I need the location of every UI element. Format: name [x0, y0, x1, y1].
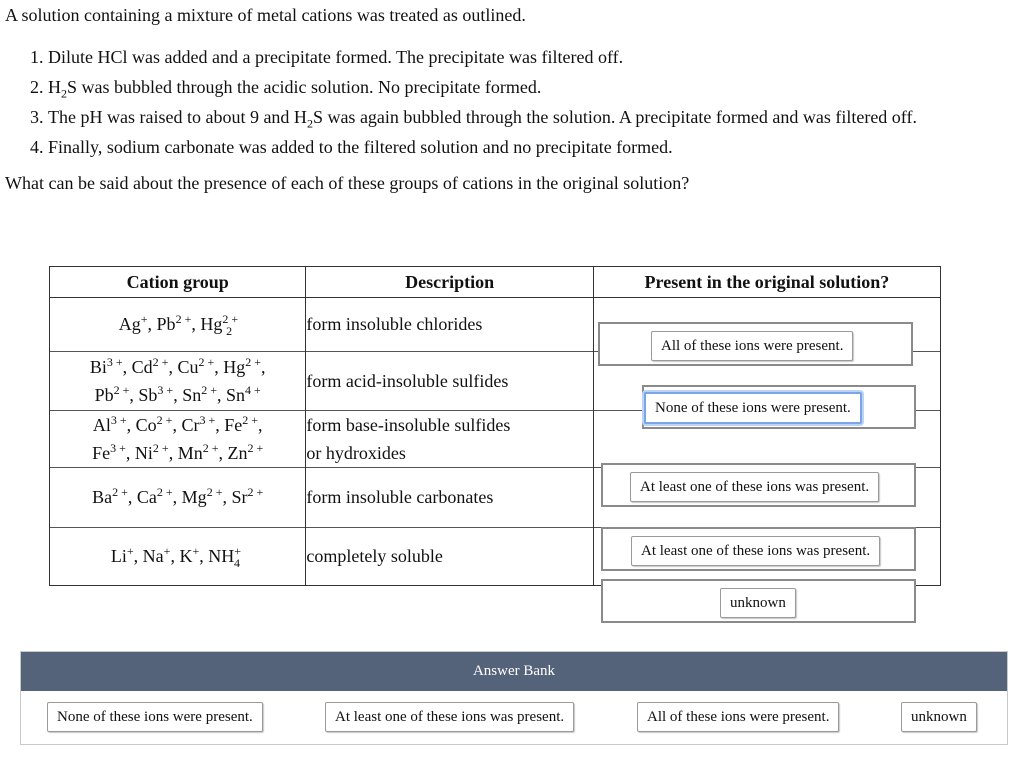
intro-text: A solution containing a mixture of metal cations was treated as outlined. [5, 5, 526, 25]
step-1: 1. Dilute HCl was added and a precipitate formed. The precipitate was filtered off. [48, 44, 917, 74]
header-cation-group: Cation group [50, 267, 306, 298]
description-3-line-2: or hydroxides [306, 443, 406, 464]
description-3-line-1: form base-insoluble sulfides [306, 415, 511, 436]
cation-group-3: $Al^{3 +}$, $Co^{2 +}$, $Cr^{3 +}$, $Fe^{2 +}$, $Fe^{3 +}$, $Ni^{2 +}$, $Mn^{2 +}$, $Zn^{2 +}$ [50, 410, 306, 467]
placed-answer-5[interactable]: unknown [720, 588, 796, 618]
description-3 [306, 410, 593, 467]
cation-group-4: $Ba^{2 +}$, $Ca^{2 +}$, $Mg^{2 +}$, $Sr^{2 +}$ [50, 468, 306, 527]
cation-group-1: Ag+, $Pb^{2 +}$, $Hg^{2 +}_2$ [50, 298, 306, 351]
description-2: form acid-insoluble sulfides [306, 351, 593, 410]
description-1: form insoluble chlorides [306, 298, 593, 351]
step-2: 2. $H_2S$ was bubbled through the acidic solution. No precipitate formed. [48, 74, 917, 104]
question-text: What can be said about the presence of each of these groups of cations in the original solution? [5, 173, 690, 193]
bank-item-all-present[interactable]: All of these ions were present. [637, 702, 839, 732]
cation-group-2: $Bi^{3 +}$, $Cd^{2 +}$, $Cu^{2 +}$, $Hg^{2 +}$, $Pb^{2 +}$, $Sb^{3 +}$, $Sn^{2 +}$, $Sn^{4 +}$ [50, 351, 306, 410]
step-4: 4. Finally, sodium carbonate was added to the filtered solution and no precipitate formed. [48, 134, 917, 164]
bank-item-unknown[interactable]: unknown [901, 702, 977, 732]
description-5: completely soluble [306, 527, 593, 585]
description-4: form insoluble carbonates [306, 468, 593, 527]
header-description: Description [306, 267, 593, 298]
placed-answer-1[interactable]: All of these ions were present. [651, 331, 853, 361]
placed-answer-3[interactable]: At least one of these ions was present. [630, 472, 879, 502]
procedure-steps [0, 44, 917, 164]
header-present: Present in the original solution? [593, 267, 940, 298]
answer-bank-title: Answer Bank [21, 652, 1007, 691]
bank-item-none-present[interactable]: None of these ions were present. [47, 702, 263, 732]
cation-group-5: Li+, Na+, K+, $NH^+_4$ [50, 527, 306, 585]
placed-answer-2[interactable]: None of these ions were present. [644, 392, 862, 424]
placed-answer-4[interactable]: At least one of these ions was present. [631, 536, 880, 566]
step-3: 3. The pH was raised to about 9 and $H_2S$ was again bubbled through the solution. A precipitate formed and was filtered off. [48, 104, 917, 134]
bank-item-at-least-one[interactable]: At least one of these ions was present. [325, 702, 574, 732]
